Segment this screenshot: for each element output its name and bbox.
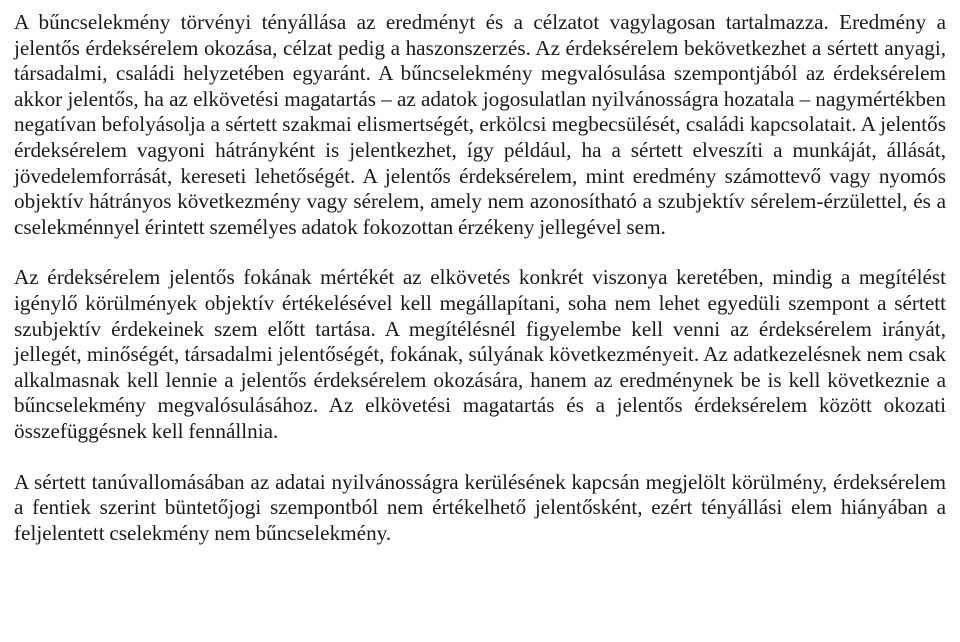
document-page bbox=[14, 10, 946, 546]
paragraph-erdeksersulem-merteke: Az érdeksérelem jelentős fokának mértékét az elkövetés konkrét viszonya keretében, mindig a megítélést igénylő körülmények objektív értékelésével kell megállapítani, soha nem lehet egyedüli szempont a sértett szubjektív érdekeinek szem előtt tartása. A megítélésnél figyelembe kell venni az érdeksérelem irányát, jellegét, minőségét, társadalmi jelentőségét, fokának, súlyának következményeit. Az adatkezelésnek nem csak alkalmasnak kell lennie a jelentős érdeksérelem okozására, hanem az eredménynek be is kell következnie a bűncselekmény megvalósulásához. Az elkövetési magatartás és a jelentős érdeksérelem között okozati összefüggésnek kell fennállnia. bbox=[14, 265, 946, 443]
paragraph-tenyallas: A bűncselekmény törvényi tényállása az eredményt és a célzatot vagylagosan tartalmazza. Eredmény a jelentős érdeksérelem okozása, célzat pedig a haszonszerzés. Az érdeksérelem bekövetkezhet a sértett anyagi, társadalmi, családi helyzetében egyaránt. A bűncselekmény megvalósulása szempontjából az érdeksérelem akkor jelentős, ha az elkövetési magatartás – az adatok jogosulatlan nyilvánosságra hozatala – nagymértékben negatívan befolyásolja a sértett szakmai elismertségét, erkölcsi megbecsülését, családi kapcsolatait. A jelentős érdeksérelem vagyoni hátrányként is jelentkezhet, így például, ha a sértett elveszíti a munkáját, állását, jövedelemforrását, kereseti lehetőségét. A jelentős érdeksérelem, mint eredmény számottevő vagy nyomós objektív hátrányos következmény vagy sérelem, amely nem azonosítható a szubjektív sérelem-érzülettel, és a cselekménnyel érintett személyes adatok fokozottan érzékeny jellegével sem. bbox=[14, 10, 946, 239]
paragraph-kovetkeztetes: A sértett tanúvallomásában az adatai nyilvánosságra kerülésének kapcsán megjelölt körülmény, érdeksérelem a fentiek szerint büntetőjogi szempontból nem értékelhető jelentősként, ezért tényállási elem hiányában a feljelentett cselekmény nem bűncselekmény. bbox=[14, 469, 946, 545]
